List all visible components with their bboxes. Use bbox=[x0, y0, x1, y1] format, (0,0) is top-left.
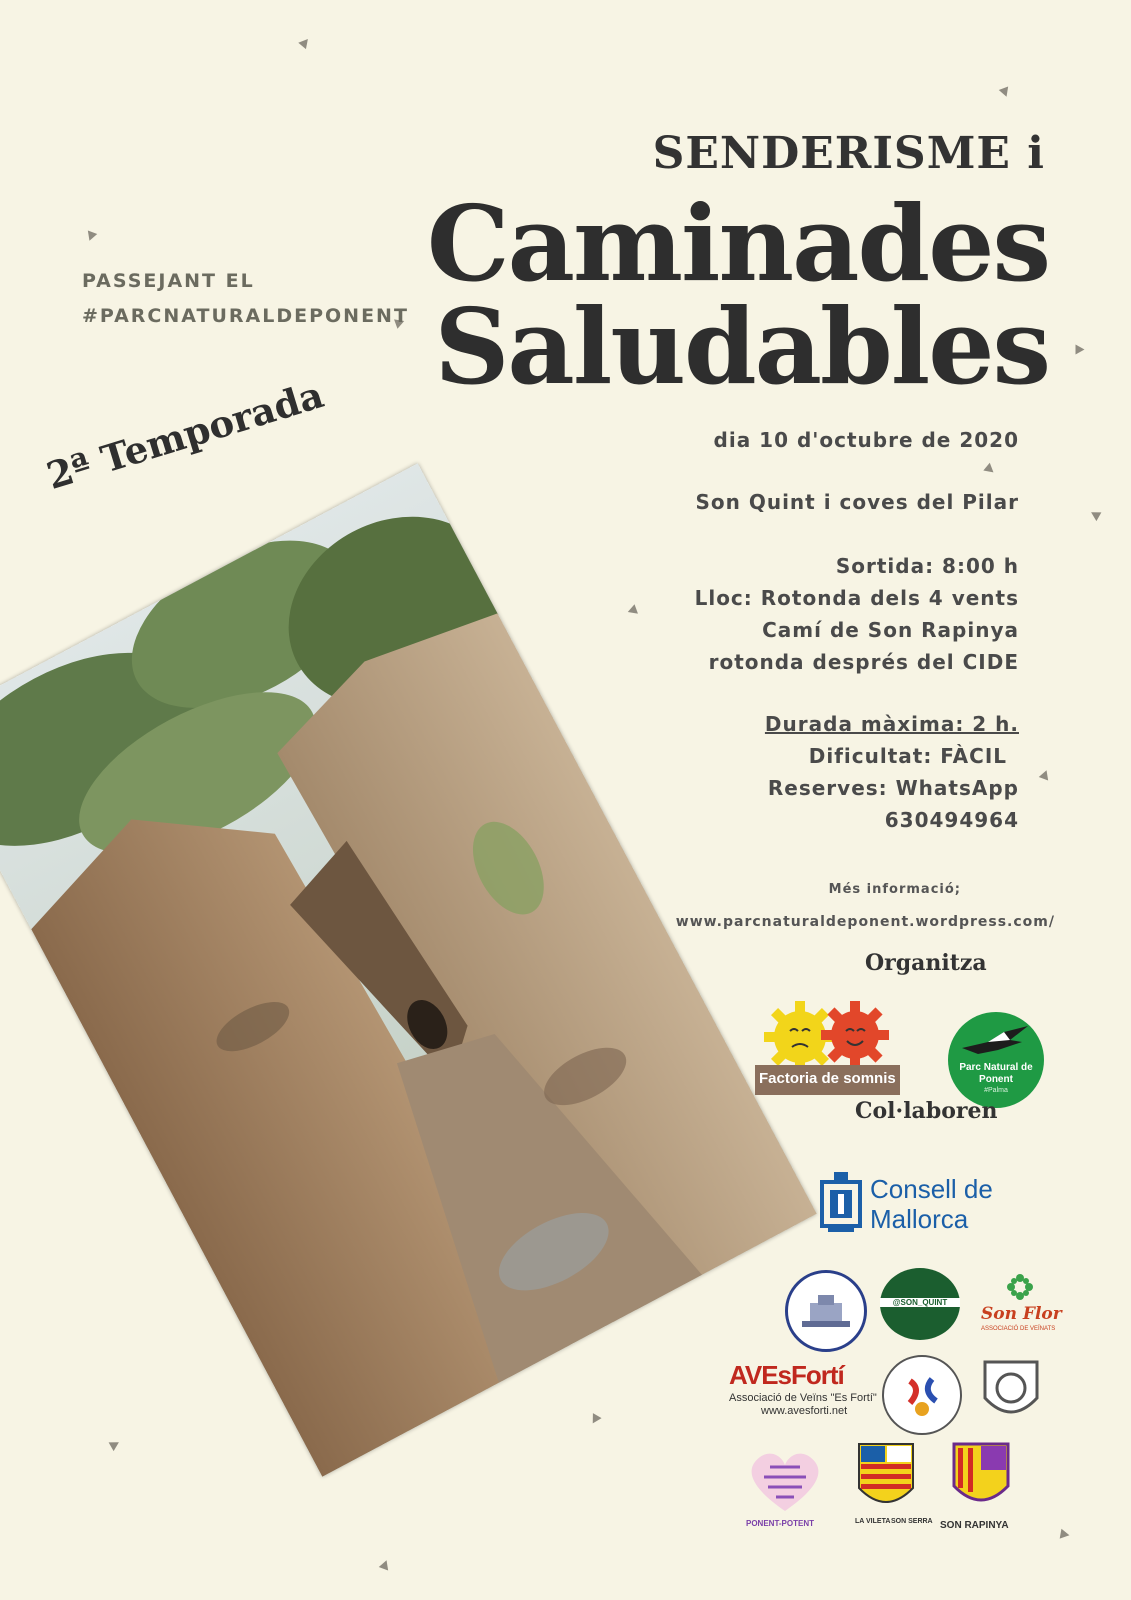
paper-speck bbox=[1089, 508, 1102, 521]
paper-speck bbox=[1060, 1529, 1071, 1540]
canyon-photo bbox=[0, 463, 817, 1476]
club-son-serra: SON SERRA bbox=[891, 1518, 933, 1525]
paper-speck bbox=[1039, 769, 1051, 781]
event-difficulty: Dificultat: FÀCIL bbox=[808, 744, 1007, 768]
event-road: Camí de Son Rapinya bbox=[762, 618, 1019, 642]
castle-icon bbox=[788, 1273, 864, 1349]
son-quint-logo bbox=[880, 1268, 960, 1340]
canyon-illustration bbox=[0, 463, 817, 1476]
collaborators-heading: Col·laboren bbox=[855, 1098, 998, 1124]
paper-speck bbox=[588, 1413, 601, 1426]
coat-of-arms-icon bbox=[818, 1170, 864, 1236]
son-lluis-logo bbox=[882, 1355, 962, 1435]
swirl-icon bbox=[884, 1357, 960, 1433]
avesforti-name: AVEsFortí bbox=[729, 1360, 844, 1390]
event-roundabout: rotonda després del CIDE bbox=[708, 650, 1019, 674]
flag-shield-icon bbox=[855, 1440, 917, 1516]
event-phone: 630494964 bbox=[884, 808, 1019, 832]
parc-natural-logo bbox=[948, 1012, 1044, 1108]
son-dameto-logo bbox=[785, 1270, 867, 1352]
shield-icon bbox=[975, 1352, 1047, 1432]
title-senderisme: SENDERISME i bbox=[652, 128, 1045, 179]
club-amigos-logo bbox=[855, 1440, 933, 1530]
paper-speck bbox=[109, 1438, 122, 1451]
title-saludables: Saludables bbox=[434, 285, 1049, 408]
subtitle-line1: PASSEJANT EL bbox=[82, 270, 255, 292]
sun-faces-icon bbox=[755, 995, 905, 1105]
heart-icon bbox=[740, 1445, 830, 1517]
event-route: Son Quint i coves del Pilar bbox=[695, 490, 1019, 514]
parc-name-line2: Ponent bbox=[979, 1074, 1013, 1085]
event-place: Lloc: Rotonda dels 4 vents bbox=[694, 586, 1019, 610]
consell-name-line2: Mallorca bbox=[870, 1204, 969, 1234]
son-flor-subtitle: ASSOCIACIÓ DE VEÏNATS bbox=[981, 1326, 1056, 1332]
avesforti-url: www.avesforti.net bbox=[761, 1405, 848, 1417]
paper-speck bbox=[626, 604, 638, 616]
event-date: dia 10 d'octubre de 2020 bbox=[713, 428, 1019, 452]
consell-mallorca-logo bbox=[818, 1170, 1018, 1240]
paper-speck bbox=[379, 1559, 391, 1571]
son-flor-logo bbox=[975, 1272, 1065, 1342]
avesforti-subtitle: Associació de Veïns "Es Fortí" bbox=[729, 1392, 877, 1404]
son-rapinya-logo bbox=[940, 1440, 1030, 1540]
organizers-heading: Organitza bbox=[865, 950, 987, 976]
event-departure: Sortida: 8:00 h bbox=[835, 554, 1019, 578]
more-info-url[interactable]: www.parcnaturaldeponent.wordpress.com/ bbox=[675, 914, 1055, 930]
more-info-label: Més informació; bbox=[828, 882, 961, 897]
factoria-logo bbox=[755, 995, 905, 1105]
son-quint-name: @SON_QUINT bbox=[880, 1298, 960, 1307]
paper-speck bbox=[298, 36, 311, 49]
title-caminades: Caminades bbox=[426, 182, 1049, 305]
club-vileta: LA VILETA bbox=[855, 1518, 891, 1525]
bird-shield-icon bbox=[950, 1440, 1012, 1514]
paper-speck bbox=[983, 463, 996, 476]
parc-tag: #Palma bbox=[984, 1087, 1008, 1094]
ponent-potent-name: PONENT-POTENT bbox=[746, 1519, 815, 1528]
ponent-potent-logo bbox=[740, 1445, 830, 1535]
flower-icon bbox=[1005, 1272, 1035, 1302]
son-rapinya-name: SON RAPINYA bbox=[940, 1520, 1009, 1531]
parc-name-line1: Parc Natural de bbox=[959, 1062, 1033, 1073]
consell-name-line1: Consell de bbox=[870, 1174, 993, 1204]
season-label: 2ª Temporada bbox=[41, 372, 329, 499]
event-duration: Durada màxima: 2 h. bbox=[764, 712, 1019, 736]
factoria-name: Factoria de somnis bbox=[759, 1070, 896, 1087]
son-flor-name: Son Flor bbox=[981, 1304, 1062, 1324]
paper-speck bbox=[85, 231, 97, 243]
son-espanyolet-logo bbox=[975, 1352, 1047, 1432]
event-booking: Reserves: WhatsApp bbox=[767, 776, 1019, 800]
paper-speck bbox=[999, 87, 1011, 99]
subtitle-hashtag: #PARCNATURALDEPONENT bbox=[82, 305, 409, 327]
paper-speck bbox=[1076, 345, 1085, 355]
avesforti-logo bbox=[725, 1360, 875, 1420]
